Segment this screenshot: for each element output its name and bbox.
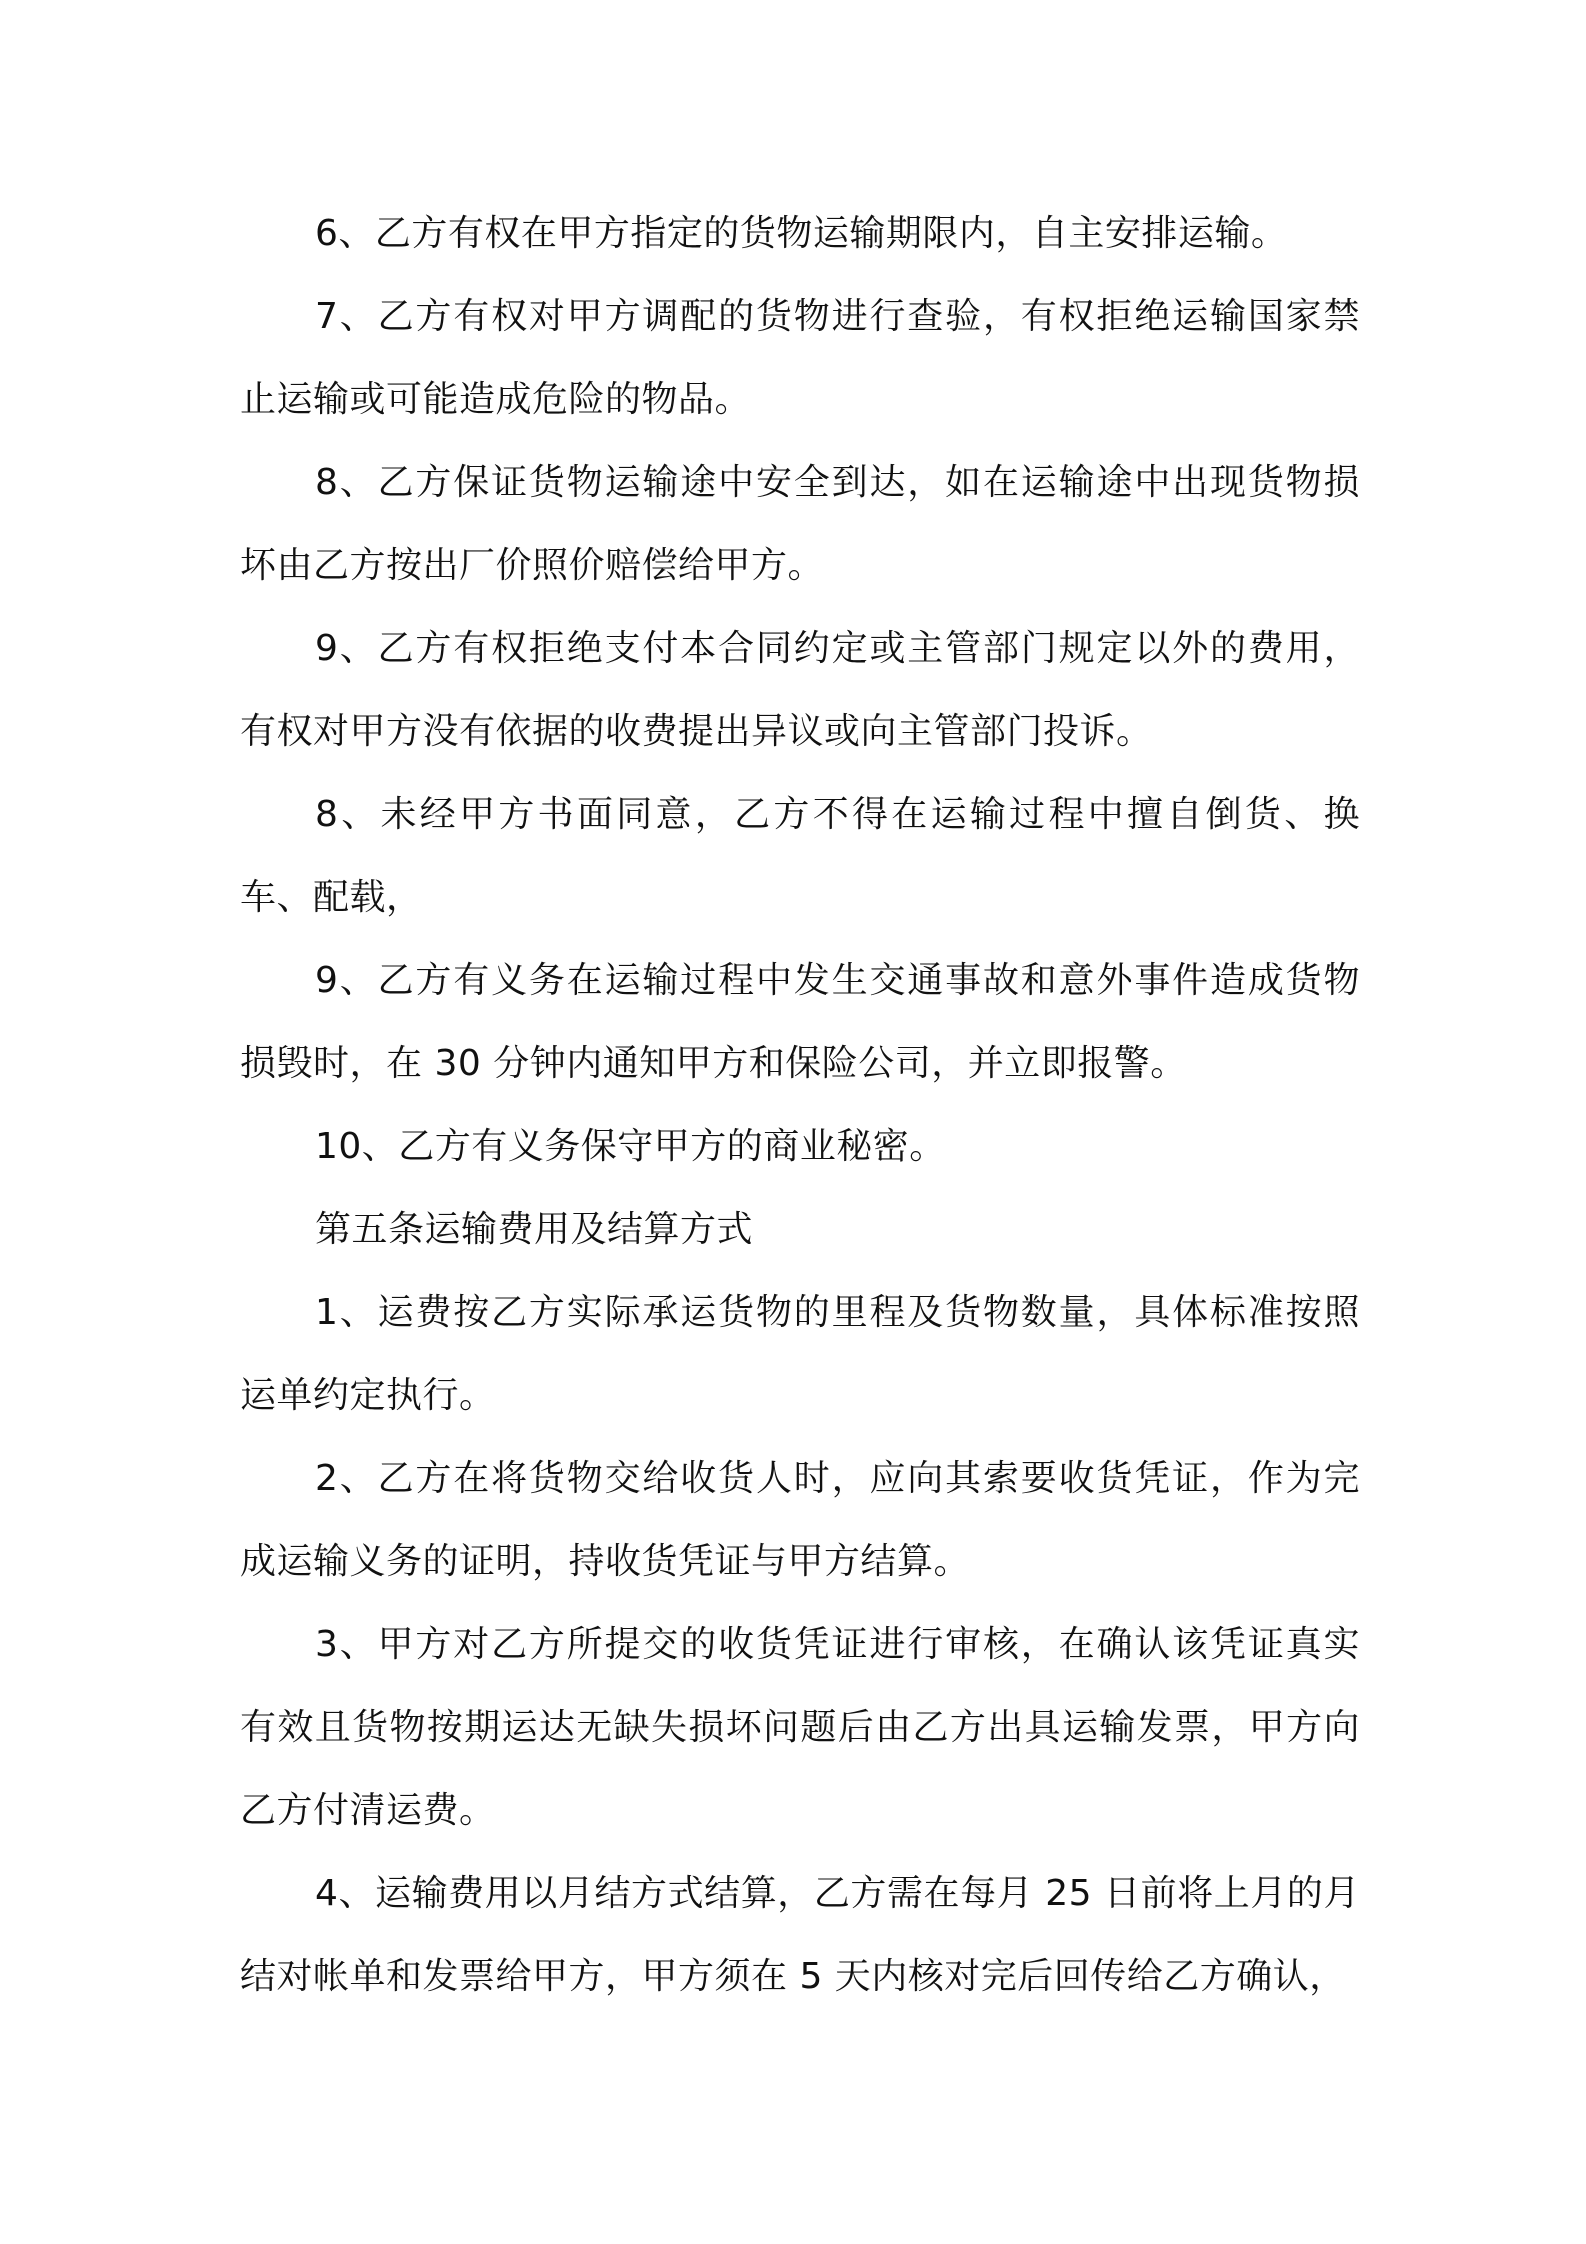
clause-paragraph: 8、乙方保证货物运输途中安全到达，如在运输途中出现货物损坏由乙方按出厂价照价赔偿给甲方。 [240,462,1360,586]
clause-paragraph: 8、未经甲方书面同意，乙方不得在运输过程中擅自倒货、换车、配载， [240,794,1360,918]
clause-paragraph: 6、乙方有权在甲方指定的货物运输期限内，自主安排运输。 [315,213,1288,254]
clause-paragraph: 7、乙方有权对甲方调配的货物进行查验，有权拒绝运输国家禁止运输或可能造成危险的物品。 [240,296,1360,420]
clause-paragraph: 9、乙方有义务在运输过程中发生交通事故和意外事件造成货物损毁时，在 30 分钟内通知甲方和保险公司，并立即报警。 [240,960,1360,1084]
clause-paragraph: 1、运费按乙方实际承运货物的里程及货物数量，具体标准按照运单约定执行。 [240,1292,1360,1416]
clause-paragraph: 2、乙方在将货物交给收货人时，应向其索要收货凭证，作为完成运输义务的证明，持收货凭证与甲方结算。 [240,1458,1360,1582]
document-body [240,192,1360,2018]
clause-paragraph: 10、乙方有义务保守甲方的商业秘密。 [315,1126,946,1167]
section-heading: 第五条运输费用及结算方式 [315,1209,754,1250]
clause-paragraph: 9、乙方有权拒绝支付本合同约定或主管部门规定以外的费用，有权对甲方没有依据的收费提出异议或向主管部门投诉。 [240,628,1360,752]
clause-paragraph: 4、运输费用以月结方式结算，乙方需在每月 25 日前将上月的月结对帐单和发票给甲方，甲方须在 5 天内核对完后回传给乙方确认， [240,1873,1360,1997]
clause-paragraph: 3、甲方对乙方所提交的收货凭证进行审核，在确认该凭证真实有效且货物按期运达无缺失损坏问题后由乙方出具运输发票，甲方向乙方付清运费。 [240,1624,1360,1831]
